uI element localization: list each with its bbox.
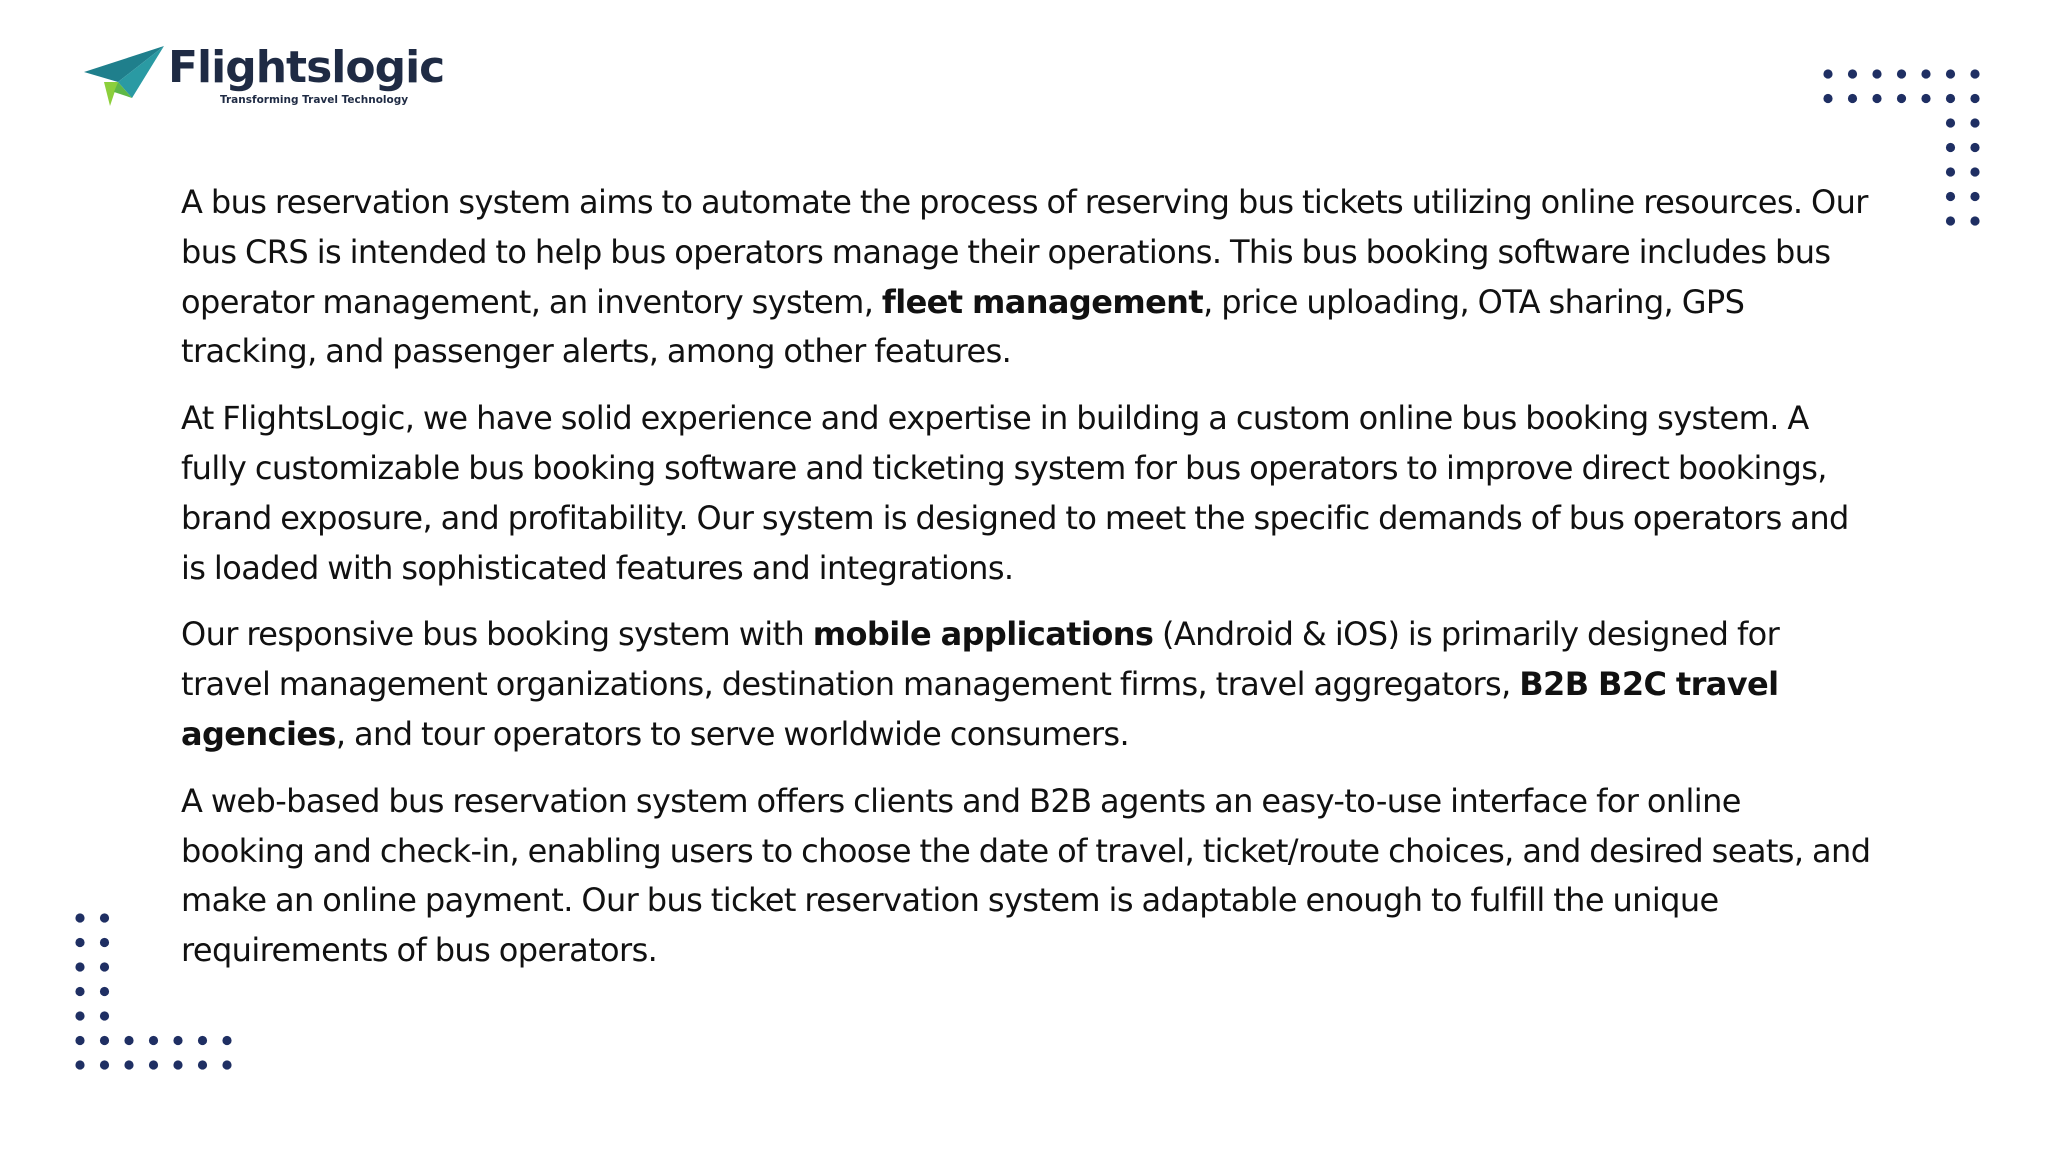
decor-dot	[75, 1060, 84, 1069]
decor-dot	[149, 1060, 158, 1069]
decor-dot	[1897, 69, 1906, 78]
decor-dot	[100, 1011, 109, 1020]
decor-dot	[1946, 69, 1955, 78]
bold-text: mobile applications	[812, 615, 1154, 654]
decor-dot	[1970, 167, 1979, 176]
text-run: , and tour operators to serve worldwide consumers.	[335, 714, 1130, 753]
decor-dot	[222, 1036, 231, 1045]
paragraph	[181, 178, 1871, 377]
decor-dot	[75, 962, 84, 971]
text-run: A web-based bus reservation system offers clients and B2B agents an easy-to-use interface for online booking and check-in, enabling users to choose the date of travel, ticket/route choices, and desired seats, and make an online payment. Our bus ticket reservation system is adaptable enough to fulfill the unique requirements of bus operators.	[181, 781, 1871, 970]
decor-dot	[100, 913, 109, 922]
decor-dot	[75, 913, 84, 922]
paragraph	[181, 394, 1871, 593]
text-run: (Android & iOS) is primarily designed for travel management organizations, destination management firms, travel aggregators,	[181, 615, 1780, 704]
decor-dot	[124, 1060, 133, 1069]
paper-plane-icon	[84, 46, 164, 108]
decor-dot	[1946, 118, 1955, 127]
decor-dot	[173, 1036, 182, 1045]
decor-dot	[1946, 94, 1955, 103]
bold-text: fleet management	[881, 282, 1204, 321]
decor-dot	[75, 987, 84, 996]
decor-dot	[1848, 69, 1857, 78]
decor-dot	[149, 1036, 158, 1045]
paragraph	[181, 777, 1871, 976]
decor-dot	[1970, 69, 1979, 78]
decor-dot	[1970, 118, 1979, 127]
text-run: At FlightsLogic, we have solid experience and expertise in building a custom online bus booking system. A fully customizable bus booking software and ticketing system for bus operators to improve direct bookings, brand exposure, and profitability. Our system is designed to meet the specific demands of bus operators and is loaded with sophisticated features and integrations.	[181, 399, 1849, 587]
decor-dot	[1897, 94, 1906, 103]
decor-dot	[1970, 143, 1979, 152]
decor-dot	[173, 1060, 182, 1069]
decor-dot	[1946, 192, 1955, 201]
decor-dot	[1823, 69, 1832, 78]
decor-dot	[1848, 94, 1857, 103]
body-text	[181, 178, 1871, 993]
decor-dot	[1946, 167, 1955, 176]
decor-dot	[100, 987, 109, 996]
decor-dot	[1921, 94, 1930, 103]
decor-dot	[100, 962, 109, 971]
brand-tagline: Transforming Travel Technology	[220, 94, 409, 106]
brand-name: Flightslogic	[168, 42, 445, 93]
decor-dot	[75, 938, 84, 947]
decor-dot	[1921, 69, 1930, 78]
paragraph	[181, 610, 1871, 759]
brand-logo	[84, 40, 445, 120]
text-run: , price uploading, OTA sharing, GPS tracking, and passenger alerts, among other features.	[181, 282, 1745, 371]
decor-dot	[1970, 192, 1979, 201]
decor-dot	[100, 1036, 109, 1045]
decor-dot	[1970, 216, 1979, 225]
decor-dot	[198, 1036, 207, 1045]
decor-dot	[222, 1060, 231, 1069]
text-run: Our responsive bus booking system with	[181, 615, 813, 654]
decor-dot	[100, 938, 109, 947]
text-run: A bus reservation system aims to automate the process of reserving bus tickets utilizing online resources. Our bus CRS is intended to help bus operators manage their operations. This bus booking software includes bus operator management, an inventory system,	[181, 183, 1868, 321]
decor-dot	[1872, 69, 1881, 78]
decor-dot	[1946, 143, 1955, 152]
bold-text: B2B B2C travel agencies	[181, 665, 1779, 753]
decor-dot	[100, 1060, 109, 1069]
decor-dot	[75, 1011, 84, 1020]
decor-dot	[1823, 94, 1832, 103]
decor-dot	[1946, 216, 1955, 225]
decor-dot	[198, 1060, 207, 1069]
decor-dot	[75, 1036, 84, 1045]
decor-dot	[124, 1036, 133, 1045]
decor-dot	[1872, 94, 1881, 103]
decor-dot	[1970, 94, 1979, 103]
